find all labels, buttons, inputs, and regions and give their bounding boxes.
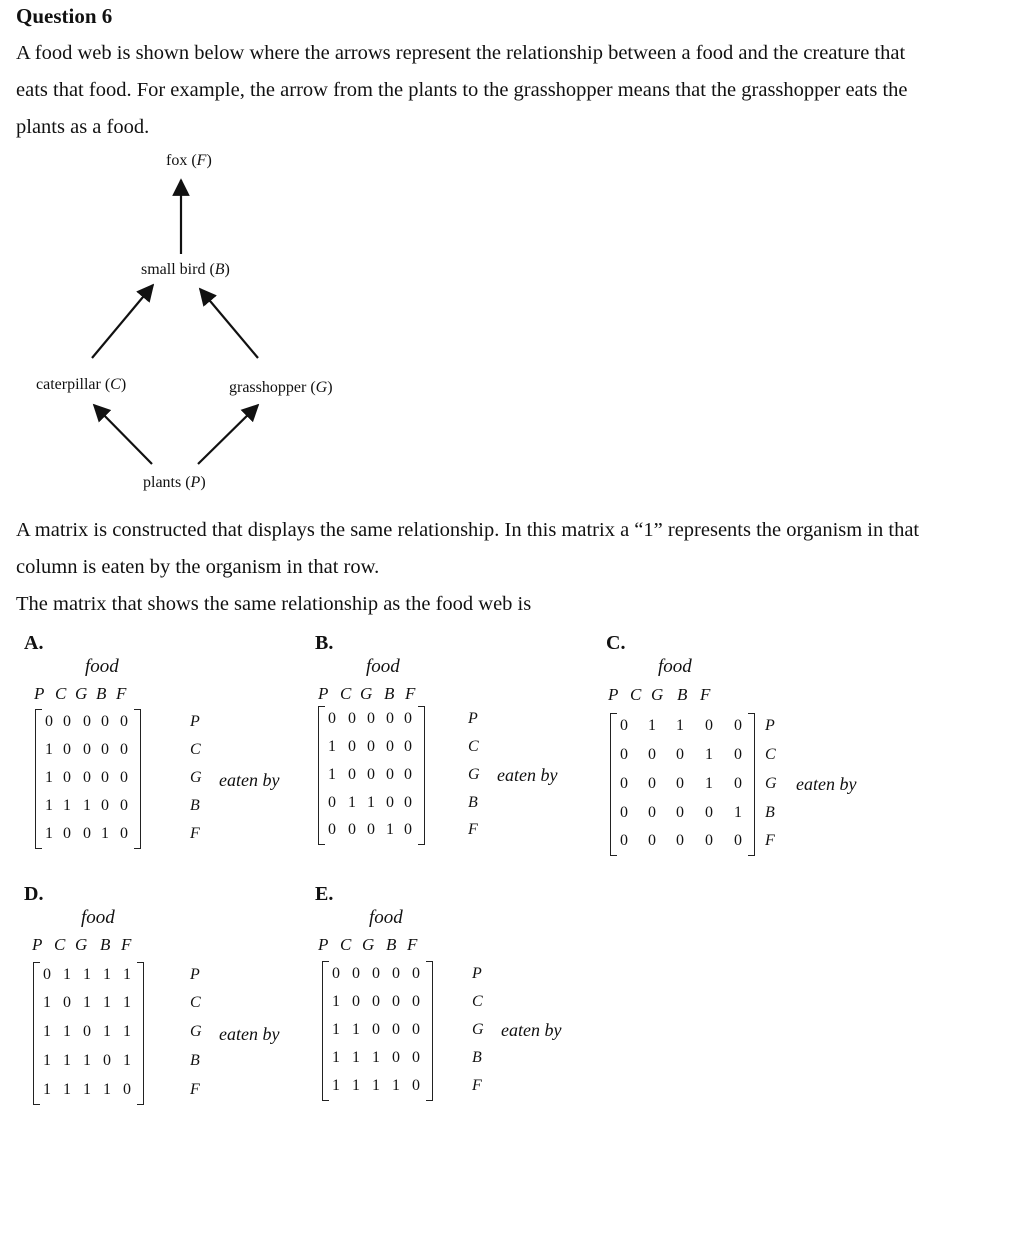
matrix-cell: 0: [404, 794, 412, 811]
matrix-cell: 0: [392, 993, 400, 1010]
column-header: F: [121, 935, 132, 954]
matrix-cell: 0: [123, 1081, 131, 1098]
matrix-cell: 1: [332, 993, 340, 1010]
matrix-cell: 0: [101, 713, 109, 730]
matrix-cell: 1: [352, 1049, 360, 1066]
row-label: C: [472, 993, 483, 1010]
matrix-cell: 0: [120, 825, 128, 842]
matrix-cell: 0: [63, 769, 71, 786]
prompt-line: The matrix that shows the same relationship as the food web is: [16, 593, 532, 615]
node-grasshopper: grasshopper (G): [229, 379, 333, 396]
column-header: P: [608, 685, 619, 704]
matrix-cell: 0: [404, 766, 412, 783]
food-label: food: [658, 656, 692, 677]
matrix-cell: 1: [45, 769, 53, 786]
row-label: G: [190, 1023, 202, 1040]
column-header: P: [32, 935, 43, 954]
matrix-cell: 0: [43, 966, 51, 983]
column-header: C: [340, 935, 352, 954]
matrix-cell: 0: [63, 741, 71, 758]
row-label: F: [468, 821, 478, 838]
matrix-cell: 1: [83, 1081, 91, 1098]
eaten-by-label: eaten by: [219, 1024, 280, 1044]
matrix-cell: 0: [404, 738, 412, 755]
matrix-cell: 0: [348, 766, 356, 783]
matrix-cell: 0: [367, 766, 375, 783]
matrix-cell: 0: [101, 769, 109, 786]
matrix-bracket-right: [748, 713, 755, 856]
column-header: P: [318, 684, 329, 703]
row-label: G: [765, 775, 777, 792]
row-label: F: [765, 832, 775, 849]
question-title: Question 6: [16, 4, 113, 28]
intro-line: plants as a food.: [16, 116, 150, 138]
matrix-cell: 0: [734, 717, 742, 734]
matrix-cell: 0: [392, 1049, 400, 1066]
node-bird-name: small bird: [141, 261, 206, 278]
matrix-cell: 1: [386, 821, 394, 838]
matrix-bracket-right: [426, 961, 433, 1101]
matrix-cell: 1: [367, 794, 375, 811]
matrix-cell: 0: [705, 717, 713, 734]
eaten-by-label: eaten by: [497, 765, 558, 785]
matrix-cell: 0: [620, 717, 628, 734]
row-label: P: [765, 717, 775, 734]
column-header: B: [384, 684, 395, 703]
matrix-cell: 0: [367, 738, 375, 755]
matrix-cell: 0: [620, 804, 628, 821]
matrix-cell: 0: [120, 797, 128, 814]
matrix-cell: 1: [43, 1081, 51, 1098]
matrix-cell: 0: [332, 965, 340, 982]
row-label: B: [190, 797, 200, 814]
food-label: food: [81, 907, 115, 928]
matrix-cell: 0: [367, 821, 375, 838]
matrix-cell: 0: [412, 1077, 420, 1094]
matrix-cell: 0: [83, 713, 91, 730]
matrix-cell: 0: [734, 746, 742, 763]
column-header: G: [75, 935, 88, 954]
matrix-cell: 1: [63, 1081, 71, 1098]
matrix-cell: 1: [676, 717, 684, 734]
matrix-cell: 1: [45, 741, 53, 758]
matrix-cell: 0: [83, 825, 91, 842]
row-label: B: [765, 804, 775, 821]
column-header: G: [362, 935, 375, 954]
matrix-cell: 0: [348, 821, 356, 838]
matrix-cell: 0: [386, 738, 394, 755]
matrix-cell: 0: [404, 710, 412, 727]
matrix-cell: 1: [103, 1023, 111, 1040]
column-header: F: [407, 935, 418, 954]
matrix-cell: 0: [348, 738, 356, 755]
matrix-cell: 1: [43, 1052, 51, 1069]
node-grasshopper-name: grasshopper: [229, 379, 307, 396]
matrix-cell: 1: [328, 738, 336, 755]
row-label: P: [468, 710, 478, 727]
column-header: F: [116, 684, 127, 703]
matrix-cell: 0: [392, 965, 400, 982]
matrix-cell: 0: [83, 1023, 91, 1040]
node-plants-var: P: [190, 474, 201, 491]
row-label: G: [190, 769, 202, 786]
matrix-cell: 1: [83, 966, 91, 983]
column-header: G: [75, 684, 88, 703]
matrix-cell: 1: [705, 746, 713, 763]
arrow-plants-to-grasshopper: [198, 405, 258, 464]
eaten-by-label: eaten by: [796, 774, 857, 794]
node-plants: plants (P): [143, 474, 206, 491]
option-letter: E.: [315, 883, 334, 905]
matrix-cell: 0: [620, 832, 628, 849]
matrix-cell: 0: [676, 832, 684, 849]
node-bird-var: B: [214, 261, 225, 278]
matrix-cell: 0: [412, 1049, 420, 1066]
column-header: C: [340, 684, 352, 703]
matrix-line: column is eaten by the organism in that row.: [16, 556, 380, 578]
matrix-cell: 1: [103, 966, 111, 983]
row-label: P: [472, 965, 482, 982]
row-label: C: [190, 741, 201, 758]
row-label: C: [765, 746, 776, 763]
node-plants-name: plants: [143, 474, 182, 491]
matrix-cell: 0: [620, 775, 628, 792]
matrix-cell: 0: [83, 769, 91, 786]
matrix-paragraph: [16, 512, 1006, 623]
matrix-bracket-right: [418, 706, 425, 845]
matrix-cell: 0: [412, 1021, 420, 1038]
column-header: B: [386, 935, 397, 954]
column-header: G: [360, 684, 373, 703]
matrix-cell: 0: [352, 965, 360, 982]
row-label: P: [190, 713, 200, 730]
matrix-cell: 0: [705, 832, 713, 849]
food-web-diagram: [0, 0, 1026, 520]
matrix-cell: 1: [352, 1021, 360, 1038]
matrix-cell: 0: [648, 832, 656, 849]
matrix-cell: 0: [120, 769, 128, 786]
matrix-cell: 0: [386, 794, 394, 811]
column-header: C: [630, 685, 642, 704]
matrix-cell: 1: [348, 794, 356, 811]
matrix-cell: 1: [63, 797, 71, 814]
matrix-cell: 0: [648, 775, 656, 792]
matrix-cell: 1: [332, 1021, 340, 1038]
row-label: B: [190, 1052, 200, 1069]
row-label: B: [472, 1049, 482, 1066]
matrix-cell: 1: [352, 1077, 360, 1094]
matrix-cell: 1: [734, 804, 742, 821]
row-label: F: [472, 1077, 482, 1094]
option-letter: D.: [24, 883, 44, 905]
matrix-cell: 0: [348, 710, 356, 727]
row-label: B: [468, 794, 478, 811]
matrix-cell: 0: [372, 993, 380, 1010]
matrix-cell: 0: [734, 775, 742, 792]
matrix-cell: 0: [648, 746, 656, 763]
node-bird: small bird (B): [141, 261, 230, 278]
column-header: P: [34, 684, 45, 703]
matrix-cell: 1: [332, 1077, 340, 1094]
matrix-cell: 0: [45, 713, 53, 730]
matrix-cell: 0: [101, 797, 109, 814]
matrix-cell: 1: [372, 1077, 380, 1094]
row-label: G: [472, 1021, 484, 1038]
node-caterpillar-name: caterpillar: [36, 376, 101, 393]
arrow-plants-to-caterpillar: [94, 405, 152, 464]
matrix-cell: 0: [676, 746, 684, 763]
column-header: F: [405, 684, 416, 703]
matrix-cell: 1: [372, 1049, 380, 1066]
food-label: food: [366, 656, 400, 677]
matrix-bracket-right: [137, 962, 144, 1105]
column-header: F: [700, 685, 711, 704]
matrix-cell: 1: [45, 797, 53, 814]
column-header: B: [677, 685, 688, 704]
eaten-by-label: eaten by: [501, 1020, 562, 1040]
node-grasshopper-var: G: [315, 379, 328, 396]
matrix-cell: 1: [63, 966, 71, 983]
node-caterpillar-var: C: [110, 376, 121, 393]
matrix-cell: 0: [386, 766, 394, 783]
matrix-cell: 1: [63, 1023, 71, 1040]
matrix-cell: 0: [63, 825, 71, 842]
matrix-cell: 1: [705, 775, 713, 792]
matrix-cell: 0: [103, 1052, 111, 1069]
row-label: C: [190, 994, 201, 1011]
matrix-cell: 1: [123, 994, 131, 1011]
row-label: P: [190, 966, 200, 983]
node-fox-name: fox: [166, 152, 188, 169]
matrix-cell: 1: [103, 994, 111, 1011]
matrix-cell: 1: [123, 966, 131, 983]
matrix-cell: 1: [328, 766, 336, 783]
option-letter: A.: [24, 632, 44, 654]
column-header: G: [651, 685, 664, 704]
option-letter: C.: [606, 632, 626, 654]
matrix-cell: 0: [392, 1021, 400, 1038]
matrix-cell: 0: [63, 713, 71, 730]
matrix-cell: 0: [328, 794, 336, 811]
matrix-cell: 1: [648, 717, 656, 734]
matrix-cell: 0: [372, 1021, 380, 1038]
matrix-cell: 1: [392, 1077, 400, 1094]
matrix-cell: 0: [83, 741, 91, 758]
matrix-cell: 0: [120, 741, 128, 758]
eaten-by-label: eaten by: [219, 770, 280, 790]
option-letter: B.: [315, 632, 334, 654]
matrix-cell: 0: [705, 804, 713, 821]
column-header: C: [54, 935, 66, 954]
matrix-cell: 0: [412, 993, 420, 1010]
arrow-grasshopper-to-bird: [200, 289, 258, 358]
matrix-cell: 1: [63, 1052, 71, 1069]
row-label: F: [190, 1081, 200, 1098]
food-label: food: [369, 907, 403, 928]
matrix-cell: 0: [676, 775, 684, 792]
matrix-cell: 0: [101, 741, 109, 758]
matrix-cell: 0: [404, 821, 412, 838]
column-header: P: [318, 935, 329, 954]
matrix-cell: 1: [101, 825, 109, 842]
matrix-cell: 0: [367, 710, 375, 727]
matrix-cell: 1: [45, 825, 53, 842]
node-caterpillar: caterpillar (C): [36, 376, 127, 393]
row-label: F: [190, 825, 200, 842]
matrix-cell: 1: [83, 994, 91, 1011]
matrix-cell: 1: [332, 1049, 340, 1066]
matrix-cell: 0: [734, 832, 742, 849]
matrix-cell: 1: [83, 797, 91, 814]
matrix-cell: 0: [620, 746, 628, 763]
matrix-cell: 1: [43, 994, 51, 1011]
matrix-cell: 0: [676, 804, 684, 821]
matrix-cell: 1: [43, 1023, 51, 1040]
row-label: G: [468, 766, 480, 783]
arrow-caterpillar-to-bird: [92, 285, 153, 358]
matrix-cell: 0: [372, 965, 380, 982]
matrix-cell: 0: [648, 804, 656, 821]
matrix-cell: 1: [83, 1052, 91, 1069]
food-label: food: [85, 656, 119, 677]
matrix-cell: 0: [352, 993, 360, 1010]
matrix-cell: 0: [328, 710, 336, 727]
matrix-line: A matrix is constructed that displays the same relationship. In this matrix a “1” represents the organism in that: [16, 519, 920, 541]
matrix-cell: 0: [412, 965, 420, 982]
node-fox-var: F: [196, 152, 207, 169]
matrix-cell: 0: [328, 821, 336, 838]
intro-line: A food web is shown below where the arrows represent the relationship between a food and the creature that: [16, 42, 906, 64]
matrix-cell: 1: [123, 1052, 131, 1069]
matrix-cell: 1: [103, 1081, 111, 1098]
intro-line: eats that food. For example, the arrow from the plants to the grasshopper means that the grasshopper eats the: [16, 79, 908, 101]
matrix-bracket-right: [134, 709, 141, 849]
row-label: C: [468, 738, 479, 755]
column-header: B: [96, 684, 107, 703]
node-fox: fox (F): [166, 152, 212, 169]
matrix-cell: 0: [63, 994, 71, 1011]
matrix-cell: 0: [386, 710, 394, 727]
column-header: B: [100, 935, 111, 954]
column-header: C: [55, 684, 67, 703]
matrix-cell: 1: [123, 1023, 131, 1040]
matrix-cell: 0: [120, 713, 128, 730]
